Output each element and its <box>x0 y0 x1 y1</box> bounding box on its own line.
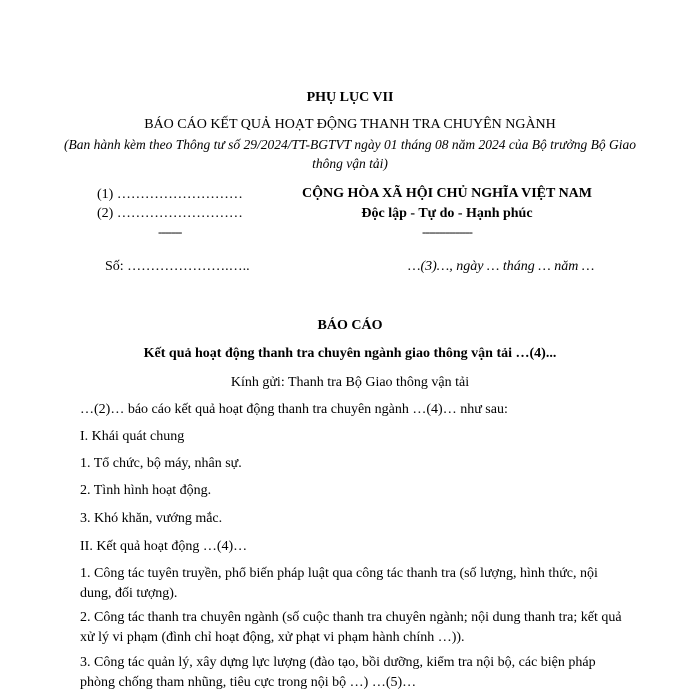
org-divider: ------- <box>158 224 182 239</box>
addressee: Kính gửi: Thanh tra Bộ Giao thông vận tải <box>230 375 470 390</box>
section-2-item-2: 2. Công tác thanh tra chuyên ngành (số cuộc thanh tra chuyên ngành; nội dung thanh tra; kết quả xử lý vi phạm (đình chỉ hoạt động, xử phạt vi phạm hành chính …)). <box>80 610 622 645</box>
report-title: BÁO CÁO <box>317 318 383 333</box>
section-1-item-2: 2. Tình hình hoạt động. <box>80 483 212 498</box>
issued-note: (Ban hành kèm theo Thông tư số 29/2024/TT-BGTVT ngày 01 tháng 08 năm 2024 của Bộ trưởng Bộ Giao thông vận tải) <box>64 137 636 171</box>
place-date: …(3)…, ngày … tháng … năm … <box>408 259 595 274</box>
national-motto: Độc lập - Tự do - Hạnh phúc <box>361 206 533 221</box>
motto-divider: --------------- <box>422 224 472 239</box>
section-2-item-3: 3. Công tác quản lý, xây dựng lực lượng (đào tạo, bồi dưỡng, kiểm tra nội bộ, các biện pháp phòng chống tham nhũng, tiêu cực trong nội bộ …) …(5)… <box>80 655 596 690</box>
document-number: Số: ………………….….. <box>105 259 250 274</box>
section-1-heading: I. Khái quát chung <box>80 429 185 444</box>
org-line-1: (1) ……………………… <box>97 187 243 202</box>
org-line-2: (2) ……………………… <box>97 206 243 221</box>
intro-paragraph: …(2)… báo cáo kết quả hoạt động thanh tra chuyên ngành …(4)… như sau: <box>80 402 508 417</box>
section-1-item-3: 3. Khó khăn, vướng mắc. <box>80 511 223 526</box>
section-2-heading: II. Kết quả hoạt động …(4)… <box>80 539 248 554</box>
appendix-title: PHỤ LỤC VII <box>306 90 394 105</box>
national-title: CỘNG HÒA XÃ HỘI CHỦ NGHĨA VIỆT NAM <box>301 186 592 201</box>
report-heading: BÁO CÁO KẾT QUẢ HOẠT ĐỘNG THANH TRA CHUYÊN NGÀNH <box>144 117 556 132</box>
report-subtitle: Kết quả hoạt động thanh tra chuyên ngành giao thông vận tải …(4)... <box>143 346 557 361</box>
section-2-item-1: 1. Công tác tuyên truyền, phổ biến pháp luật qua công tác thanh tra (số lượng, hình thức, nội dung, đối tượng). <box>80 566 598 601</box>
section-1-item-1: 1. Tổ chức, bộ máy, nhân sự. <box>80 456 242 471</box>
